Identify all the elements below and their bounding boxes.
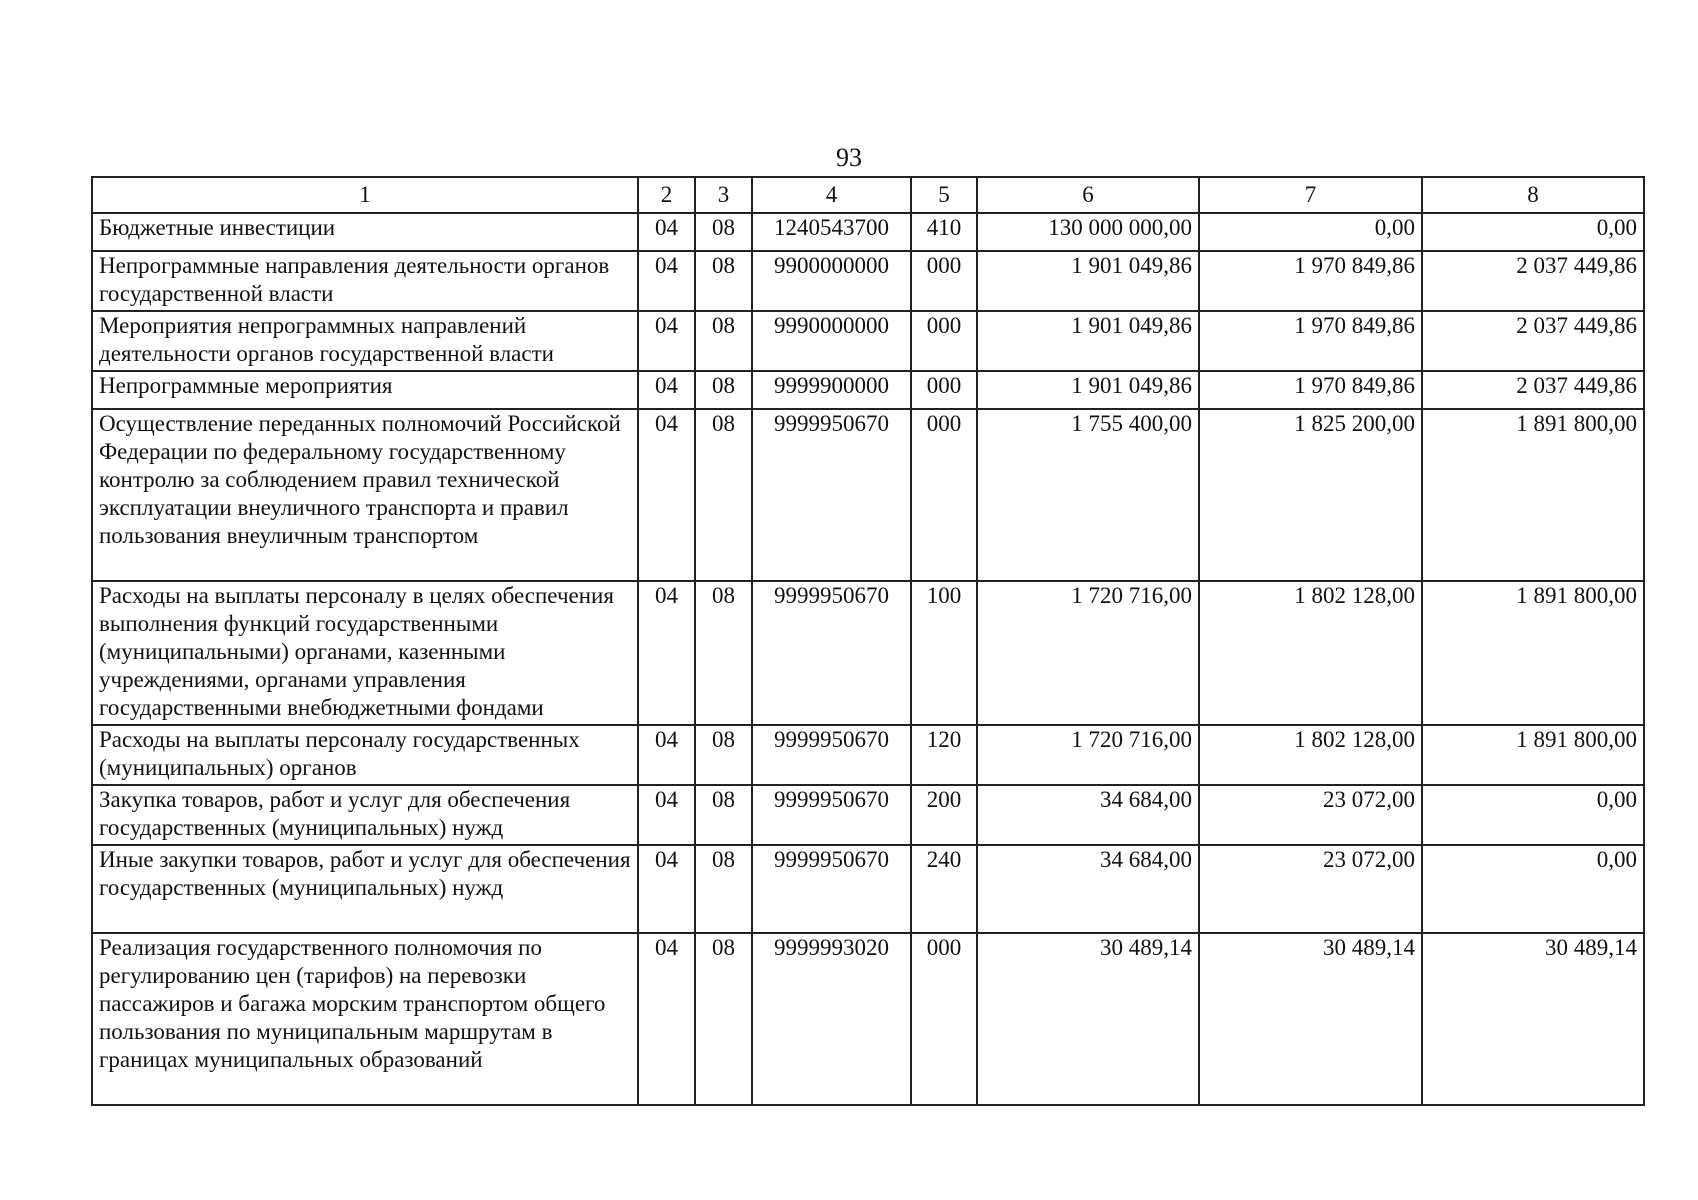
- row-name: Расходы на выплаты персоналу в целях обеспечения выполнения функций государственными (муниципальными) органами, казенными учреждениями, органами управления государственными внебюджетными фондами: [92, 581, 638, 725]
- amount-col7: 1 802 128,00: [1199, 725, 1422, 785]
- section-code: 04: [638, 725, 695, 785]
- header-cell: 5: [911, 177, 977, 213]
- section-code: 04: [638, 933, 695, 1105]
- amount-col7: 1 970 849,86: [1199, 371, 1422, 409]
- target-article-code: 9999950670: [752, 725, 911, 785]
- amount-col6: 1 720 716,00: [977, 581, 1199, 725]
- subsection-code: 08: [695, 785, 752, 845]
- table-row: [92, 933, 1644, 1105]
- expense-type-code: 000: [911, 409, 977, 581]
- amount-col6: 34 684,00: [977, 845, 1199, 933]
- budget-table: [91, 176, 1645, 1106]
- target-article-code: 9999993020: [752, 933, 911, 1105]
- amount-col8: 30 489,14: [1422, 933, 1644, 1105]
- amount-col7: 1 802 128,00: [1199, 581, 1422, 725]
- target-article-code: 9999950670: [752, 581, 911, 725]
- row-name: Иные закупки товаров, работ и услуг для обеспечения государственных (муниципальных) нужд: [92, 845, 638, 933]
- amount-col7: 23 072,00: [1199, 785, 1422, 845]
- target-article-code: 9999950670: [752, 409, 911, 581]
- header-cell: 3: [695, 177, 752, 213]
- amount-col7: 23 072,00: [1199, 845, 1422, 933]
- row-name: Осуществление переданных полномочий Российской Федерации по федеральному государственному контролю за соблюдением правил технической эксплуатации внеуличного транспорта и правил пользования внеуличным транспортом: [92, 409, 638, 581]
- amount-col6: 1 755 400,00: [977, 409, 1199, 581]
- target-article-code: 9999950670: [752, 845, 911, 933]
- table-row: [92, 581, 1644, 725]
- amount-col8: 2 037 449,86: [1422, 311, 1644, 371]
- amount-col6: 30 489,14: [977, 933, 1199, 1105]
- expense-type-code: 000: [911, 311, 977, 371]
- amount-col6: 1 720 716,00: [977, 725, 1199, 785]
- amount-col8: 0,00: [1422, 785, 1644, 845]
- section-code: 04: [638, 213, 695, 251]
- expense-type-code: 240: [911, 845, 977, 933]
- target-article-code: 9999900000: [752, 371, 911, 409]
- header-cell: 6: [977, 177, 1199, 213]
- row-name: Расходы на выплаты персоналу государственных (муниципальных) органов: [92, 725, 638, 785]
- table-row: [92, 213, 1644, 251]
- amount-col6: 130 000 000,00: [977, 213, 1199, 251]
- table-row: [92, 785, 1644, 845]
- table-row: [92, 725, 1644, 785]
- table-row: [92, 409, 1644, 581]
- amount-col6: 1 901 049,86: [977, 311, 1199, 371]
- amount-col6: 1 901 049,86: [977, 371, 1199, 409]
- section-code: 04: [638, 581, 695, 725]
- amount-col7: 1 970 849,86: [1199, 311, 1422, 371]
- table-row: [92, 251, 1644, 311]
- subsection-code: 08: [695, 725, 752, 785]
- amount-col8: 1 891 800,00: [1422, 581, 1644, 725]
- header-cell: 8: [1422, 177, 1644, 213]
- header-cell: 1: [92, 177, 638, 213]
- subsection-code: 08: [695, 371, 752, 409]
- amount-col8: 2 037 449,86: [1422, 251, 1644, 311]
- subsection-code: 08: [695, 845, 752, 933]
- amount-col7: 1 970 849,86: [1199, 251, 1422, 311]
- amount-col8: 2 037 449,86: [1422, 371, 1644, 409]
- target-article-code: 9999950670: [752, 785, 911, 845]
- header-row: [92, 177, 1644, 213]
- section-code: 04: [638, 785, 695, 845]
- amount-col7: 30 489,14: [1199, 933, 1422, 1105]
- section-code: 04: [638, 251, 695, 311]
- amount-col6: 1 901 049,86: [977, 251, 1199, 311]
- amount-col7: 1 825 200,00: [1199, 409, 1422, 581]
- amount-col8: 0,00: [1422, 213, 1644, 251]
- row-name: Закупка товаров, работ и услуг для обеспечения государственных (муниципальных) нужд: [92, 785, 638, 845]
- expense-type-code: 120: [911, 725, 977, 785]
- amount-col8: 1 891 800,00: [1422, 725, 1644, 785]
- table-row: [92, 311, 1644, 371]
- header-cell: 2: [638, 177, 695, 213]
- amount-col6: 34 684,00: [977, 785, 1199, 845]
- target-article-code: 1240543700: [752, 213, 911, 251]
- target-article-code: 9990000000: [752, 311, 911, 371]
- target-article-code: 9900000000: [752, 251, 911, 311]
- expense-type-code: 410: [911, 213, 977, 251]
- row-name: Мероприятия непрограммных направлений деятельности органов государственной власти: [92, 311, 638, 371]
- table-row: [92, 845, 1644, 933]
- expense-type-code: 000: [911, 251, 977, 311]
- section-code: 04: [638, 311, 695, 371]
- expense-type-code: 000: [911, 933, 977, 1105]
- section-code: 04: [638, 845, 695, 933]
- amount-col8: 0,00: [1422, 845, 1644, 933]
- amount-col8: 1 891 800,00: [1422, 409, 1644, 581]
- subsection-code: 08: [695, 213, 752, 251]
- section-code: 04: [638, 371, 695, 409]
- row-name: Бюджетные инвестиции: [92, 213, 638, 251]
- subsection-code: 08: [695, 251, 752, 311]
- header-cell: 7: [1199, 177, 1422, 213]
- header-cell: 4: [752, 177, 911, 213]
- page-number: 93: [836, 143, 862, 172]
- expense-type-code: 200: [911, 785, 977, 845]
- subsection-code: 08: [695, 933, 752, 1105]
- amount-col7: 0,00: [1199, 213, 1422, 251]
- subsection-code: 08: [695, 409, 752, 581]
- section-code: 04: [638, 409, 695, 581]
- row-name: Непрограммные мероприятия: [92, 371, 638, 409]
- table-row: [92, 371, 1644, 409]
- row-name: Реализация государственного полномочия по регулированию цен (тарифов) на перевозки пассажиров и багажа морским транспортом общего пользования по муниципальным маршрутам в границах муниципальных образований: [92, 933, 638, 1105]
- row-name: Непрограммные направления деятельности органов государственной власти: [92, 251, 638, 311]
- subsection-code: 08: [695, 581, 752, 725]
- expense-type-code: 100: [911, 581, 977, 725]
- expense-type-code: 000: [911, 371, 977, 409]
- subsection-code: 08: [695, 311, 752, 371]
